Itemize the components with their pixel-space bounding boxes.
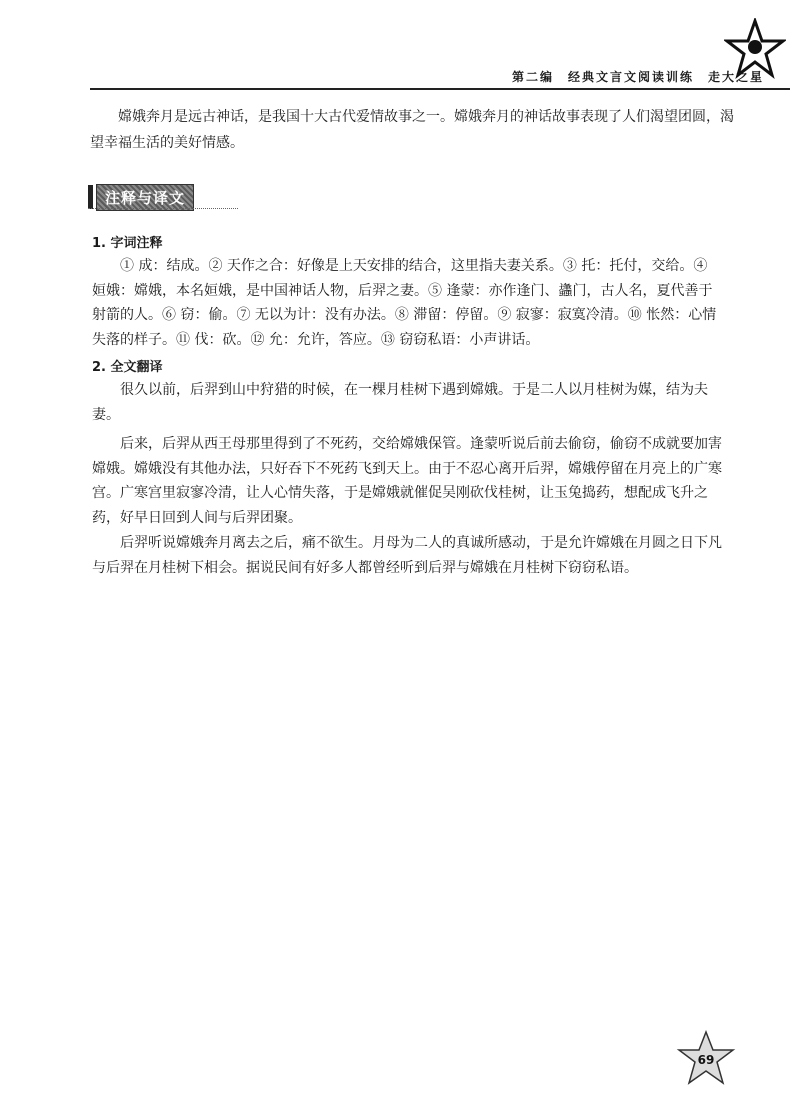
star-logo-icon [724,18,786,80]
translation-paragraph-2: 后来，后羿从西王母那里得到了不死药，交给嫦娥保管。逢蒙听说后前去偷窃，偷窃不成就要加害嫦娥。嫦娥没有其他办法，只好吞下不死药飞到天上。由于不忍心离开后羿，嫦娥停留在月亮上的广寒宫。广寒宫里寂寥冷清，让人心情失落，于是嫦娥就催促吴刚砍伐桂树，让玉兔捣药，想配成飞升之药，好早日回到人间与后羿团聚。 [92,436,722,526]
section-underline [88,208,238,209]
translation-paragraph-3: 后羿听说嫦娥奔月离去之后，痛不欲生。月母为二人的真诚所感动，于是允许嫦娥在月圆之日下凡与后羿在月桂树下相会。据说民间有好多人都曾经听到后羿与嫦娥在月桂树下窃窃私语。 [92,535,722,576]
section-title: 注释与译文 [96,184,194,211]
translation-heading: 2. 全文翻译 [92,360,163,375]
section-marker [88,185,93,209]
translation-paragraph-1: 很久以前，后羿到山中狩猎的时候，在一棵月桂树下遇到嫦娥。于是二人以月桂树为媒，结为夫妻。 [92,382,708,423]
running-header: 第二编 经典文言文阅读训练 走大之星 [512,70,765,84]
page-number: 69 [697,1053,715,1067]
header-divider [90,88,790,90]
annotations-heading: 1. 字词注释 [92,236,163,251]
annotations-text: ① 成：结成。② 天作之合：好像是上天安排的结合，这里指夫妻关系。③ 托：托付，交给。④ 姮娥：嫦娥，本名姮娥，是中国神话人物，后羿之妻。⑤ 逢蒙：亦作逢门、蠭门，古人名，夏代善于射箭的人。⑥ 窃：偷。⑦ 无以为计：没有办法。⑧ 滞留：停留。⑨ 寂寥：寂寞冷清。⑩ 怅然：心情失落的样子。⑪ 伐：砍。⑫ 允：允许，答应。⑬ 窃窃私语：小声讲话。 [92,258,717,348]
intro-paragraph: 嫦娥奔月是远古神话，是我国十大古代爱情故事之一。嫦娥奔月的神话故事表现了人们渴望团圆，渴望幸福生活的美好情感。 [90,109,734,151]
star-page-badge-icon [676,1030,736,1086]
section-heading [88,184,194,210]
